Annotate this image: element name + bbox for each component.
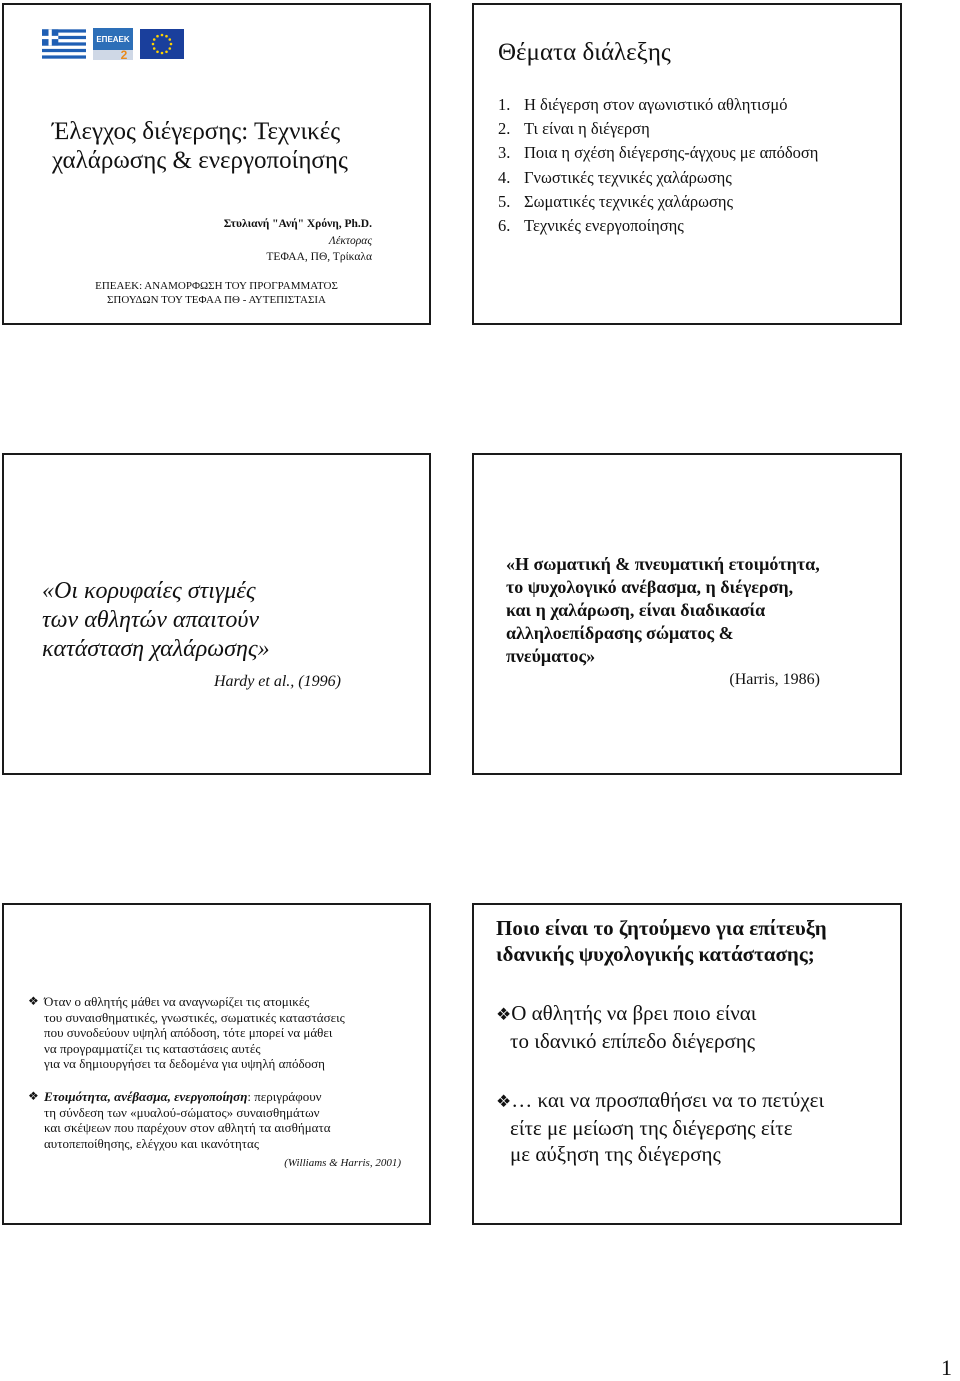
greek-flag-icon [42,29,86,59]
eu-star [161,52,164,55]
quote-line: και η χαλάρωση, είναι διαδικασία [506,600,766,620]
list-item [498,166,818,190]
program-footer [4,279,429,307]
bullet-line: τη σύνδεση των «μυαλού-σώματος» συναισθημάτων [44,1104,320,1120]
item-number: 5. [498,191,511,211]
diamond-bullet-icon: ❖ [496,1005,512,1024]
bullet-line: που συνοδεύουν υψηλή απόδοση, τότε μπορεί να μάθει [44,1025,333,1041]
quote-line: «Η σωματική & πνευματική ετοιμότητα, [506,554,820,574]
list-item [498,190,818,214]
quote-line: το ψυχολογικό ανέβασμα, η διέγερση, [506,577,794,597]
presentation-title [52,117,412,175]
eu-star [165,50,168,53]
author-role: Λέκτορας [328,235,372,247]
eu-star [153,47,156,50]
eu-star [156,35,159,38]
author-name: Στυλιανή "Ανή" Χρόνη, Ph.D. [223,218,372,230]
list-item [498,141,818,165]
bullet-line: με αύξηση της διέγερσης [510,1142,721,1166]
quote-line: «Οι κορυφαίες στιγμές [42,578,256,604]
quote-citation: (Harris, 1986) [729,671,820,688]
item-text: Σωματικές τεχνικές χαλάρωσης [524,191,734,211]
eu-star [161,34,164,37]
bullet-line: Όταν ο αθλητής μάθει να αναγνωρίζει τις ατομικές [44,994,310,1009]
bullet-line: το ιδανικό επίπεδο διέγερσης [510,1029,756,1053]
heading-line: Ποιο είναι το ζητούμενο για επίτευξη [496,916,827,940]
item-text: Τεχνικές ενεργοποίησης [524,216,684,236]
bullet-awareness [28,994,408,1072]
title-line: χαλάρωσης & ενεργοποίησης [52,147,348,174]
slide-topics [472,3,902,325]
topics-list [498,93,818,238]
eu-star [170,43,173,46]
item-text: Ποια η σχέση διέγερσης-άγχους με απόδοση [524,143,819,163]
eu-star [165,35,168,38]
item-number: 6. [498,216,511,236]
eu-star [153,38,156,41]
slide-heading: Θέματα διάλεξης [498,39,671,66]
bullet-achieve-level [496,1087,896,1167]
item-number: 2. [498,119,511,139]
bullet-find-level [496,1000,896,1054]
emphasis-terms: Ετοιμότητα, ανέβασμα, ενεργοποίηση [44,1089,248,1104]
title-line: Έλεγχος διέγερσης: Τεχνικές [52,118,341,145]
slide-ideal-state [472,903,902,1225]
bullet-line: είτε με μείωση της διέγερσης είτε [510,1116,793,1140]
svg-text:ΕΠΕΑΕΚ: ΕΠΕΑΕΚ [96,35,130,44]
bullet-line: να προγραμματίζει τις καταστάσεις αυτές [44,1040,261,1056]
author-institution: ΤΕΦΑΑ, ΠΘ, Τρίκαλα [266,251,372,263]
quote-line: αλληλοεπίδρασης σώματος & [506,623,734,643]
slide-title [2,3,431,325]
diamond-bullet-icon: ❖ [28,994,39,1008]
item-text: Τι είναι η διέγερση [524,119,650,139]
footer-line: ΣΠΟΥΔΩΝ ΤΟΥ ΤΕΦΑΑ ΠΘ - ΑΥΤΕΠΙΣΤΑΣΙΑ [107,294,326,306]
eu-star [156,50,159,53]
page-number: 1 [941,1355,952,1380]
eu-star [152,43,155,46]
citation-authors: Hardy et al. [214,673,291,690]
svg-text:2: 2 [120,48,128,61]
list-item [498,93,818,117]
slide-heading [496,915,896,967]
bullet-readiness [28,1089,408,1151]
item-number: 1. [498,95,511,114]
item-number: 4. [498,167,511,187]
bullet-line: για να δημιουργήσει τα δεδομένα για υψηλή απόδοση [44,1056,325,1072]
footer-line: ΕΠΕΑΕΚ: ΑΝΑΜΟΡΦΩΣΗ ΤΟΥ ΠΡΟΓΡΑΜΜΑΤΟΣ [95,280,338,292]
quote-line: πνεύματος» [506,646,596,666]
bullet-line: … και να προσπαθήσει να το πετύχει [511,1088,825,1112]
quote-line: κατάσταση χαλάρωσης» [42,636,270,662]
list-item [498,117,818,141]
item-text: Γνωστικές τεχνικές χαλάρωσης [524,167,732,187]
quote-citation [214,673,341,691]
citation: (Williams & Harris, 2001) [284,1157,401,1169]
bullet-line: του συναισθηματικές, γνωστικές, σωματικές καταστάσεις [44,1009,345,1025]
citation-year: , (1996) [290,673,341,690]
diamond-bullet-icon: ❖ [496,1092,512,1111]
quote-line: των αθλητών απαιτούν [42,607,260,633]
slide-quote-harris [472,453,902,775]
epeaek-logo-icon [92,27,134,61]
quote-text [42,577,362,664]
eu-star [168,38,171,41]
eu-star [168,47,171,50]
diamond-bullet-icon: ❖ [28,1089,39,1103]
list-item [498,214,818,238]
item-number: 3. [498,143,511,163]
slide-quote-hardy [2,453,431,775]
item-text: Η διέγερση στον αγωνιστικό αθλητισμό [524,95,788,114]
heading-line: ιδανικής ψυχολογικής κατάστασης; [496,942,815,966]
bullet-text: : περιγράφουν [247,1089,322,1104]
quote-text [506,553,876,668]
bullet-line: και σκέψεων που παρέχουν στον αθλητή τα αισθήματα [44,1120,331,1136]
slide-awareness [2,903,431,1225]
bullet-line: Ο αθλητής να βρει ποιο είναι [511,1001,757,1025]
bullet-line: αυτοπεποίθησης, ελέγχου και ικανότητας [44,1135,259,1151]
eu-flag-icon [140,29,184,59]
